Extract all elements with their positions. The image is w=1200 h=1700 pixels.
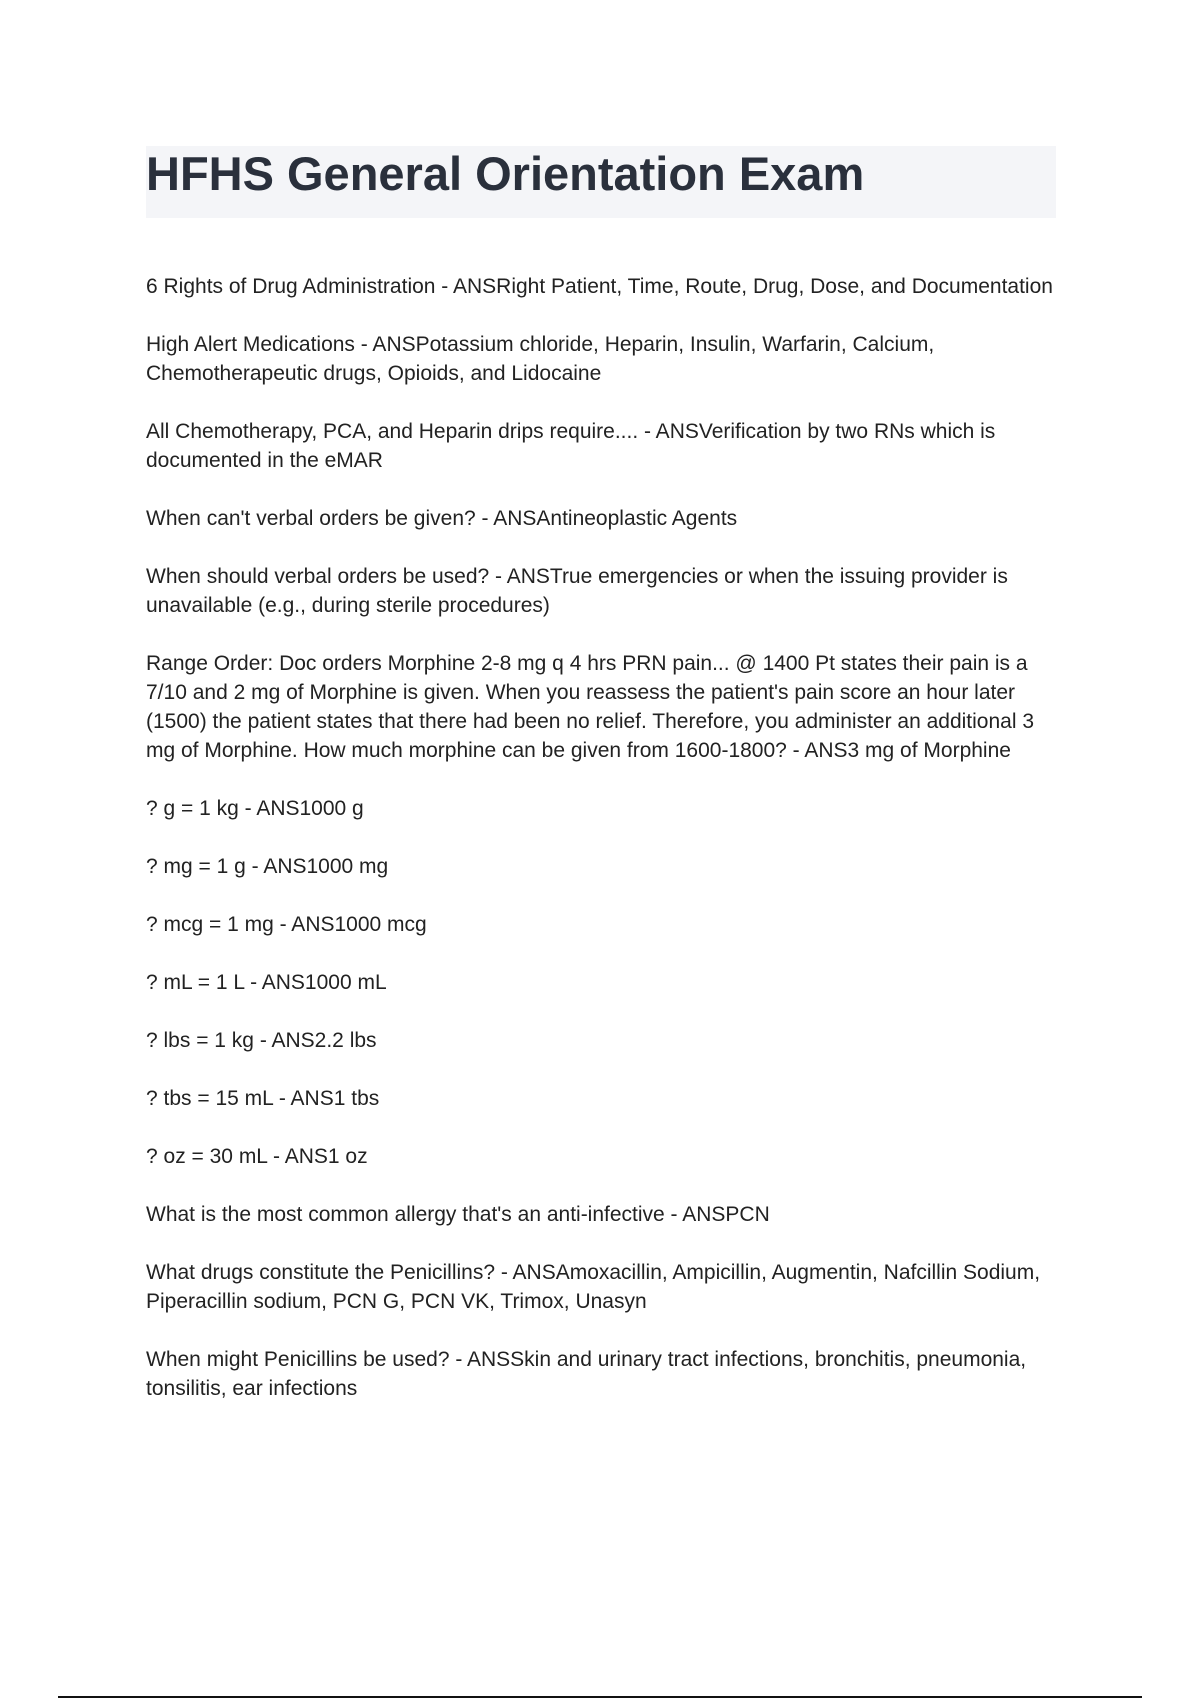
qa-item-range-order: Range Order: Doc orders Morphine 2-8 mg q 4 hrs PRN pain... @ 1400 Pt states their pain is a 7/10 and 2 mg of Morphine is given. When you reassess the patient's pain score an hour later (1500) the patient states that there had been no relief. Therefore, you administer an additional 3 mg of Morphine. How much morphine can be given from 1600-1800? - ANS3 mg of Morphine xyxy=(146,652,1035,762)
qa-item-oz-per-30ml: ? oz = 30 mL - ANS1 oz xyxy=(146,1145,368,1168)
qa-item-rights-of-drug-administration: 6 Rights of Drug Administration - ANSRight Patient, Time, Route, Drug, Dose, and Documentation xyxy=(146,275,1053,298)
qa-item-common-allergy: What is the most common allergy that's an anti-infective - ANSPCN xyxy=(146,1203,770,1226)
question-answer-list xyxy=(146,272,1066,1432)
qa-item-ml-per-l: ? mL = 1 L - ANS1000 mL xyxy=(146,971,387,994)
qa-item-penicillin-drugs: What drugs constitute the Penicillins? - ANSAmoxacillin, Ampicillin, Augmentin, Nafcillin Sodium, Piperacillin sodium, PCN G, PCN VK, Trimox, Unasyn xyxy=(146,1261,1041,1313)
qa-item-verbal-orders-not-given: When can't verbal orders be given? - ANSAntineoplastic Agents xyxy=(146,507,738,530)
qa-item-verbal-orders-used: When should verbal orders be used? - ANSTrue emergencies or when the issuing provider is unavailable (e.g., during sterile procedures) xyxy=(146,565,1008,617)
qa-item-penicillin-uses: When might Penicillins be used? - ANSSkin and urinary tract infections, bronchitis, pneumonia, tonsilitis, ear infections xyxy=(146,1348,1027,1400)
qa-item-lbs-per-kg: ? lbs = 1 kg - ANS2.2 lbs xyxy=(146,1029,377,1052)
qa-item-mg-per-g: ? mg = 1 g - ANS1000 mg xyxy=(146,855,389,878)
footer-divider xyxy=(58,1696,1142,1698)
qa-item-drip-verification: All Chemotherapy, PCA, and Heparin drips require.... - ANSVerification by two RNs which is documented in the eMAR xyxy=(146,420,996,472)
qa-item-g-per-kg: ? g = 1 kg - ANS1000 g xyxy=(146,797,364,820)
qa-item-tbs-per-15ml: ? tbs = 15 mL - ANS1 tbs xyxy=(146,1087,380,1110)
qa-item-high-alert-medications: High Alert Medications - ANSPotassium chloride, Heparin, Insulin, Warfarin, Calcium, Chemotherapeutic drugs, Opioids, and Lidocaine xyxy=(146,333,935,385)
qa-item-mcg-per-mg: ? mcg = 1 mg - ANS1000 mcg xyxy=(146,913,427,936)
page-title: HFHS General Orientation Exam xyxy=(146,147,865,200)
